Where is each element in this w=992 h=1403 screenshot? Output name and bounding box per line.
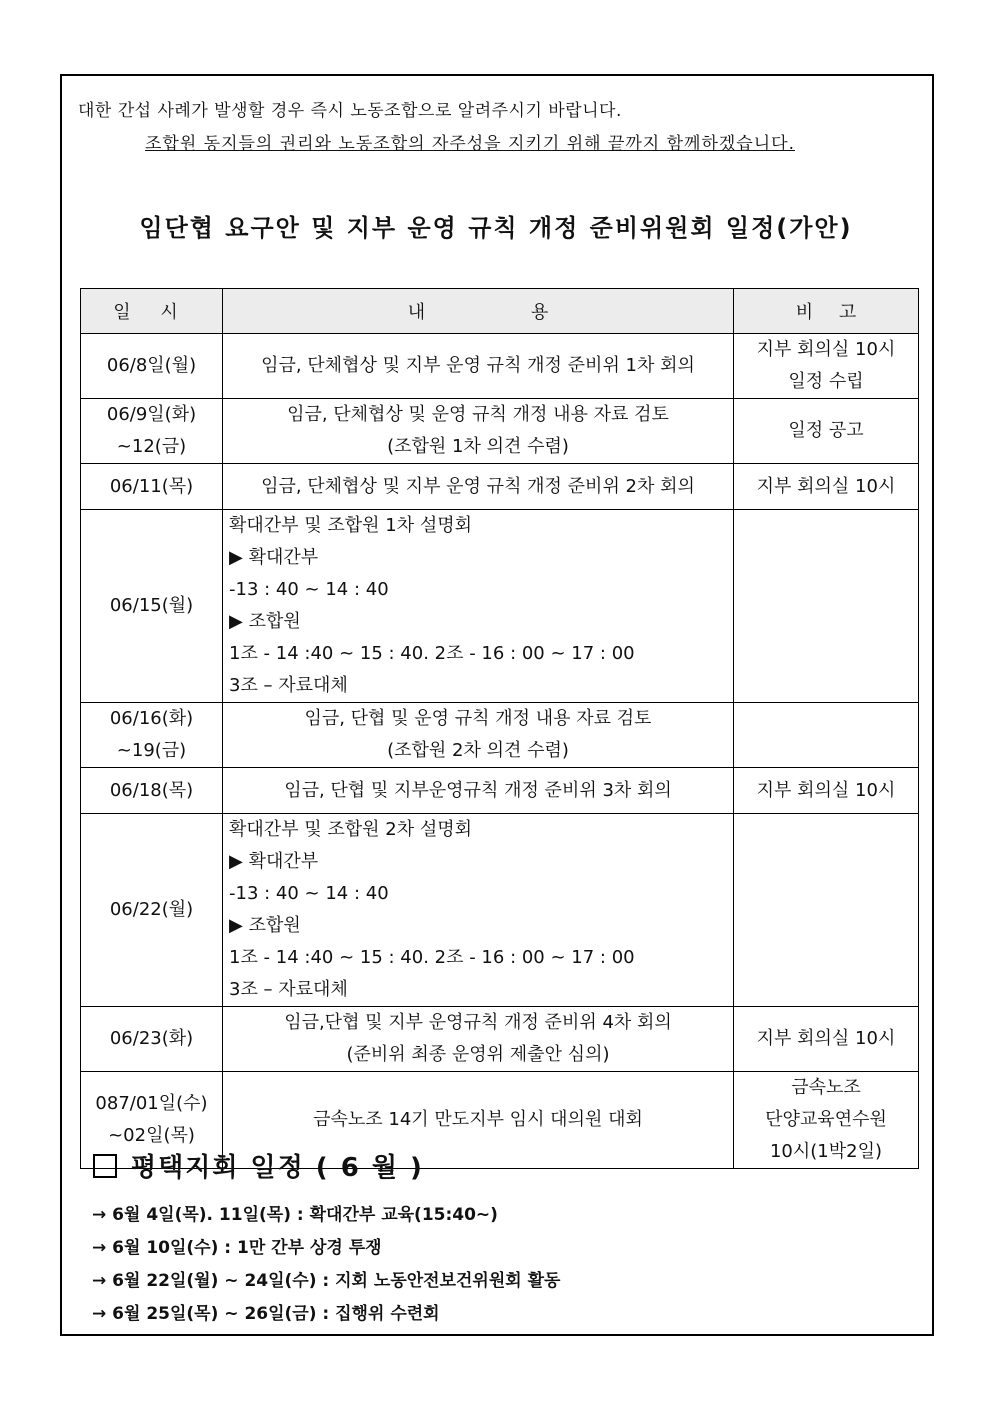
pyeongtaek-item: → 6월 4일(목). 11일(목) : 확대간부 교육(15:40~) <box>92 1205 498 1225</box>
cell-date <box>81 399 223 464</box>
cell-content-line: 임금, 단협 및 운영 규칙 개정 내용 자료 검토 <box>304 708 652 729</box>
cell-content-line: 임금, 단체협상 및 지부 운영 규칙 개정 준비위 2차 회의 <box>261 475 695 497</box>
cell-note <box>734 703 919 768</box>
cell-date <box>81 703 223 768</box>
cell-note-line: 지부 회의실 10시 <box>756 339 896 360</box>
table-row <box>81 1007 919 1072</box>
cell-content <box>223 510 734 703</box>
cell-content <box>223 464 734 510</box>
cell-content-line: (조합원 1차 의견 수렴) <box>387 436 569 457</box>
header-content: 내 용 <box>223 289 734 334</box>
cell-note-line: 일정 수립 <box>788 371 864 392</box>
cell-date <box>81 814 223 1007</box>
cell-content-line: 금속노조 14기 만도지부 임시 대의원 대회 <box>313 1109 643 1130</box>
cell-content-line: -13 : 40 ~ 14 : 40 <box>229 579 389 600</box>
schedule-table <box>80 288 919 1169</box>
cell-note-line: 지부 회의실 10시 <box>756 475 896 497</box>
checkbox-square-icon <box>93 1154 117 1178</box>
table-row <box>81 464 919 510</box>
pyeongtaek-item: → 6월 10일(수) : 1만 간부 상경 투쟁 <box>92 1238 382 1258</box>
cell-content-line: ▶ 조합원 <box>229 915 301 936</box>
cell-content-line: 확대간부 및 조합원 1차 설명회 <box>229 515 472 536</box>
table-row <box>81 814 919 1007</box>
cell-date-line: 06/18(목) <box>109 779 194 801</box>
cell-content-line: 1조 - 14 :40 ~ 15 : 40. 2조 - 16 : 00 ~ 17 : 00 <box>229 947 635 968</box>
cell-content-line: 임금,단협 및 지부 운영규칙 개정 준비위 4차 회의 <box>284 1012 672 1033</box>
cell-note-line: 금속노조 <box>791 1077 861 1098</box>
cell-date-line: 087/01일(수) <box>95 1093 208 1114</box>
table-row <box>81 703 919 768</box>
header-note: 비 고 <box>734 289 919 334</box>
cell-date-line: 06/16(화) <box>109 708 194 729</box>
cell-content-line: 3조 – 자료대체 <box>229 675 348 696</box>
schedule-title: 임단협 요구안 및 지부 운영 규칙 개정 준비위원회 일정(가안) <box>139 214 853 242</box>
cell-content <box>223 703 734 768</box>
cell-date <box>81 334 223 399</box>
cell-note <box>734 814 919 1007</box>
cell-content-line: 확대간부 및 조합원 2차 설명회 <box>229 819 472 840</box>
cell-content-line: 임금, 단협 및 지부운영규칙 개정 준비위 3차 회의 <box>284 779 672 801</box>
cell-date-line: 06/9일(화) <box>106 404 197 425</box>
cell-date <box>81 768 223 814</box>
cell-date <box>81 510 223 703</box>
cell-note <box>734 464 919 510</box>
cell-content-line: 3조 – 자료대체 <box>229 979 348 1000</box>
cell-content-line: 임금, 단체협상 및 운영 규칙 개정 내용 자료 검토 <box>287 404 669 425</box>
cell-content <box>223 334 734 399</box>
table-row <box>81 399 919 464</box>
cell-note-line: 10시(1박2일) <box>769 1141 883 1162</box>
cell-note <box>734 768 919 814</box>
cell-content <box>223 1007 734 1072</box>
cell-content-line: 1조 - 14 :40 ~ 15 : 40. 2조 - 16 : 00 ~ 17 : 00 <box>229 643 635 664</box>
pyeongtaek-title-wrap <box>93 1147 424 1184</box>
cell-date-line: 06/11(목) <box>109 475 194 497</box>
cell-content-line: ▶ 확대간부 <box>229 851 319 872</box>
cell-date-line: ~12(금) <box>116 436 187 457</box>
cell-note-line: 지부 회의실 10시 <box>756 779 896 801</box>
intro-line-2: 조합원 동지들의 권리와 노동조합의 자주성을 지키기 위해 끝까지 함께하겠습니다. <box>145 134 795 154</box>
header-date: 일 시 <box>81 289 223 334</box>
cell-date-line: 06/22(월) <box>109 899 194 920</box>
cell-date-line: 06/15(월) <box>109 595 194 616</box>
cell-note <box>734 334 919 399</box>
table-row <box>81 334 919 399</box>
pyeongtaek-item: → 6월 25일(목) ~ 26일(금) : 집행위 수련회 <box>92 1304 440 1324</box>
cell-content-line: (조합원 2차 의견 수렴) <box>387 740 569 761</box>
cell-note <box>734 1007 919 1072</box>
cell-content-line: (준비위 최종 운영위 제출안 심의) <box>346 1044 610 1065</box>
cell-note-line: 일정 공고 <box>788 420 864 441</box>
cell-content-line: ▶ 조합원 <box>229 611 301 632</box>
cell-content <box>223 768 734 814</box>
cell-note <box>734 1072 919 1169</box>
pyeongtaek-item: → 6월 22일(월) ~ 24일(수) : 지회 노동안전보건위원회 활동 <box>92 1271 561 1291</box>
cell-content <box>223 814 734 1007</box>
table-row <box>81 510 919 703</box>
pyeongtaek-title: 평택지회 일정 ( 6 월 ) <box>131 1153 424 1183</box>
cell-date <box>81 464 223 510</box>
cell-date-line: 06/8일(월) <box>106 355 197 376</box>
cell-date-line: ~19(금) <box>116 740 187 761</box>
cell-content <box>223 399 734 464</box>
cell-content-line: ▶ 확대간부 <box>229 547 319 568</box>
cell-content-line: -13 : 40 ~ 14 : 40 <box>229 883 389 904</box>
cell-content-line: 임금, 단체협상 및 지부 운영 규칙 개정 준비위 1차 회의 <box>261 355 695 376</box>
table-row <box>81 768 919 814</box>
cell-note-line: 단양교육연수원 <box>765 1109 887 1130</box>
cell-date <box>81 1007 223 1072</box>
intro-line-1: 대한 간섭 사례가 발생할 경우 즉시 노동조합으로 알려주시기 바랍니다. <box>78 101 622 121</box>
cell-note-line: 지부 회의실 10시 <box>756 1028 896 1049</box>
cell-note <box>734 399 919 464</box>
table-header-row <box>81 289 919 334</box>
cell-date-line: ~02일(목) <box>108 1125 195 1146</box>
cell-note <box>734 510 919 703</box>
cell-date-line: 06/23(화) <box>109 1028 194 1049</box>
